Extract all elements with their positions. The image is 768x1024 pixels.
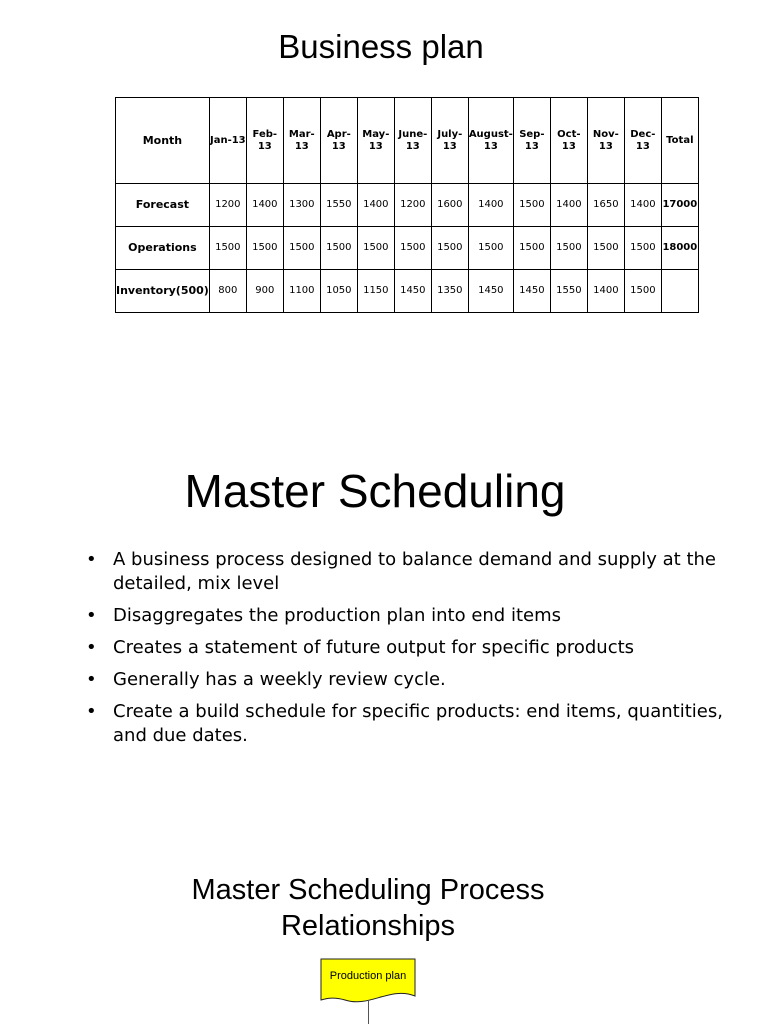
table-cell: 1400 [246,184,283,227]
table-cell: 1300 [283,184,320,227]
master-scheduling-title: Master Scheduling [184,465,566,517]
table-row-operations [116,227,699,270]
table-cell: 1450 [513,270,550,313]
bullet-list [86,548,726,756]
table-cell: 1400 [587,270,624,313]
table-cell: 1350 [431,270,468,313]
table-row-forecast [116,184,699,227]
row-total [661,270,698,313]
row-total: 17000 [661,184,698,227]
list-item-text: Creates a statement of future output for specific products [113,637,635,658]
table-cell: 1050 [320,270,357,313]
table-cell: 1600 [431,184,468,227]
row-label: Forecast [116,184,210,227]
list-item-text: Generally has a weekly review cycle. [113,669,446,690]
table-cell: 1500 [624,270,661,313]
table-cell: 1400 [468,184,513,227]
document-shape-icon [320,958,416,1006]
table-cell: 1500 [394,227,431,270]
table-header-row [116,98,699,184]
list-item-text: Create a build schedule for specific products: end items, quantities, and due dates. [113,701,723,746]
process-title-line2: Relationships [280,910,456,942]
header-month: July-13 [431,98,468,184]
header-month: Dec-13 [624,98,661,184]
list-item-text: Disaggregates the production plan into end items [113,605,561,626]
table-cell: 1400 [357,184,394,227]
row-label: Operations [116,227,210,270]
header-month: Sep-13 [513,98,550,184]
table-cell: 1500 [468,227,513,270]
business-plan-table [115,97,699,313]
bullet-icon: • [86,605,97,626]
header-month: Nov-13 [587,98,624,184]
list-item [86,636,726,660]
production-plan-node [320,958,416,1006]
table-cell: 1500 [587,227,624,270]
table-row-inventory [116,270,699,313]
bullet-icon: • [86,669,97,690]
header-month: June-13 [394,98,431,184]
table-cell: 1450 [394,270,431,313]
bullet-icon: • [86,549,97,570]
bullet-icon: • [86,637,97,658]
flow-connector-line [368,1000,369,1024]
table-cell: 1500 [624,227,661,270]
table-cell: 1550 [320,184,357,227]
header-month: Oct-13 [550,98,587,184]
table-cell: 1450 [468,270,513,313]
list-item [86,700,726,748]
table-cell: 1200 [209,184,246,227]
production-plan-label: Production plan [329,970,407,982]
table-cell: 1400 [624,184,661,227]
header-total: Total [661,98,698,184]
list-item-text: A business process designed to balance demand and supply at the detailed, mix level [113,549,716,594]
table-cell: 1550 [550,270,587,313]
table-cell: 1500 [513,227,550,270]
table-cell: 1500 [513,184,550,227]
table-cell: 900 [246,270,283,313]
table-cell: 1650 [587,184,624,227]
list-item [86,604,726,628]
table-cell: 1500 [550,227,587,270]
header-month-label: Month [116,98,210,184]
header-month: Feb-13 [246,98,283,184]
list-item [86,668,726,692]
list-item [86,548,726,596]
table-cell: 1500 [431,227,468,270]
process-title-line1: Master Scheduling Process [191,874,545,906]
table-cell: 1500 [246,227,283,270]
table-cell: 1100 [283,270,320,313]
process-relationships-title [0,872,736,944]
header-month: August-13 [468,98,513,184]
table-cell: 1500 [209,227,246,270]
header-month: Jan-13 [209,98,246,184]
table-cell: 1500 [320,227,357,270]
table-cell: 800 [209,270,246,313]
header-month: May-13 [357,98,394,184]
table-cell: 1150 [357,270,394,313]
row-total: 18000 [661,227,698,270]
header-month: Mar-13 [283,98,320,184]
table-cell: 1400 [550,184,587,227]
table-cell: 1500 [357,227,394,270]
bullet-icon: • [86,701,97,722]
table-cell: 1500 [283,227,320,270]
business-plan-title: Business plan [278,28,484,65]
table-cell: 1200 [394,184,431,227]
row-label: Inventory(500) [116,270,210,313]
header-month: Apr-13 [320,98,357,184]
